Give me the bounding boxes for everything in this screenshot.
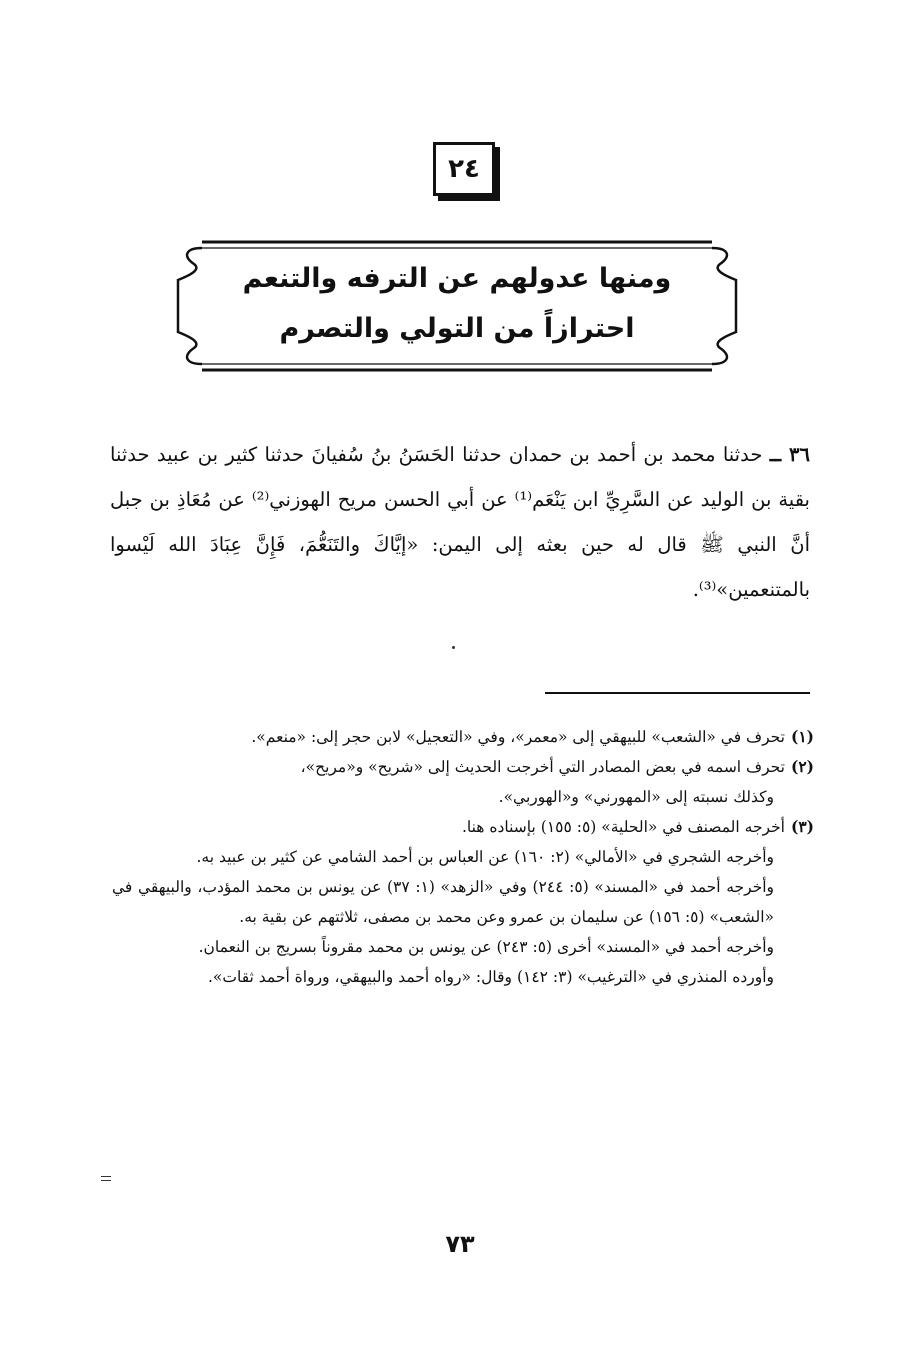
hadith-text: [110, 432, 810, 612]
ornamental-title-border: [172, 236, 742, 376]
footnote-3-paragraph: وأخرجه الشجري في «الأمالي» (٢: ١٦٠) عن العباس بن أحمد الشامي عن كثير بن عبيد به.: [196, 848, 774, 866]
footnote-3: [112, 812, 814, 842]
footnote-text: تحرف في «الشعب» للبيهقي إلى «معمر»، وفي «التعجيل» لابن حجر إلى: «منعم».: [251, 728, 785, 746]
footnote-number: (١): [790, 727, 814, 746]
chapter-title-line-2: احترازاً من التولي والتصرم: [279, 313, 635, 344]
hadith-number: ٣٦ ــ: [769, 443, 810, 466]
footnotes: [112, 722, 814, 992]
footnote-number: (٢): [790, 757, 814, 776]
page-number: ٧٣: [445, 1230, 475, 1258]
chapter-number-box: [433, 142, 495, 196]
footnote-text: أخرجه المصنف في «الحلية» (٥: ١٥٥) بإسناده هنا.: [461, 818, 785, 836]
footnote-3-paragraph: وأخرجه أحمد في «المسند» أخرى (٥: ٢٤٣) عن يونس بن محمد مقروناً بسريج بن النعمان.: [198, 938, 774, 956]
stray-dot: [452, 646, 455, 649]
footnote-number: (٣): [790, 817, 814, 836]
chapter-title-line-1: ومنها عدولهم عن الترفه والتنعم: [242, 263, 672, 294]
footnote-separator: [545, 692, 810, 694]
footnote-2-continuation: وكذلك نسبته إلى «المهورني» و«الهوربي».: [498, 788, 774, 806]
footnote-text: تحرف اسمه في بعض المصادر التي أخرجت الحديث إلى «شريح» و«مريح»،: [300, 758, 785, 776]
chapter-number: ٢٤: [448, 154, 480, 184]
hadith-body: حدثنا محمد بن أحمد بن حمدان حدثنا الحَسَنُ بنُ سُفيانَ حدثنا كثير بن عبيد حدثنا بقية بن الوليد عن السَّرِيِّ ابن يَنْعَم⁽¹⁾ عن أبي الحسن مريح الهوزني⁽²⁾ عن مُعَاذِ بن جبل أنَّ النبي ﷺ قال له حين بعثه إلى اليمن: «إيَّاكَ والتَنَعُّمَ، فَإِنَّ عِبَادَ الله لَيْسوا بالمتنعمين»⁽³⁾.: [110, 443, 810, 601]
footnote-3-paragraph: وأورده المنذري في «الترغيب» (٣: ١٤٢) وقال: «رواه أحمد والبيهقي، ورواة أحمد ثقات».: [207, 968, 774, 986]
margin-mark: [101, 1176, 111, 1184]
title-frame: [172, 236, 742, 376]
footnote-1: [112, 722, 814, 752]
footnote-2: [112, 752, 814, 782]
footnote-3-paragraph: وأخرجه أحمد في «المسند» (٥: ٢٤٤) وفي «الزهد» (١: ٣٧) عن يونس بن محمد المؤدب، والبيهقي في «الشعب» (٥: ١٥٦) عن سليمان بن عمرو وعن محمد بن مصفى، ثلاثتهم عن بقية به.: [112, 878, 775, 926]
